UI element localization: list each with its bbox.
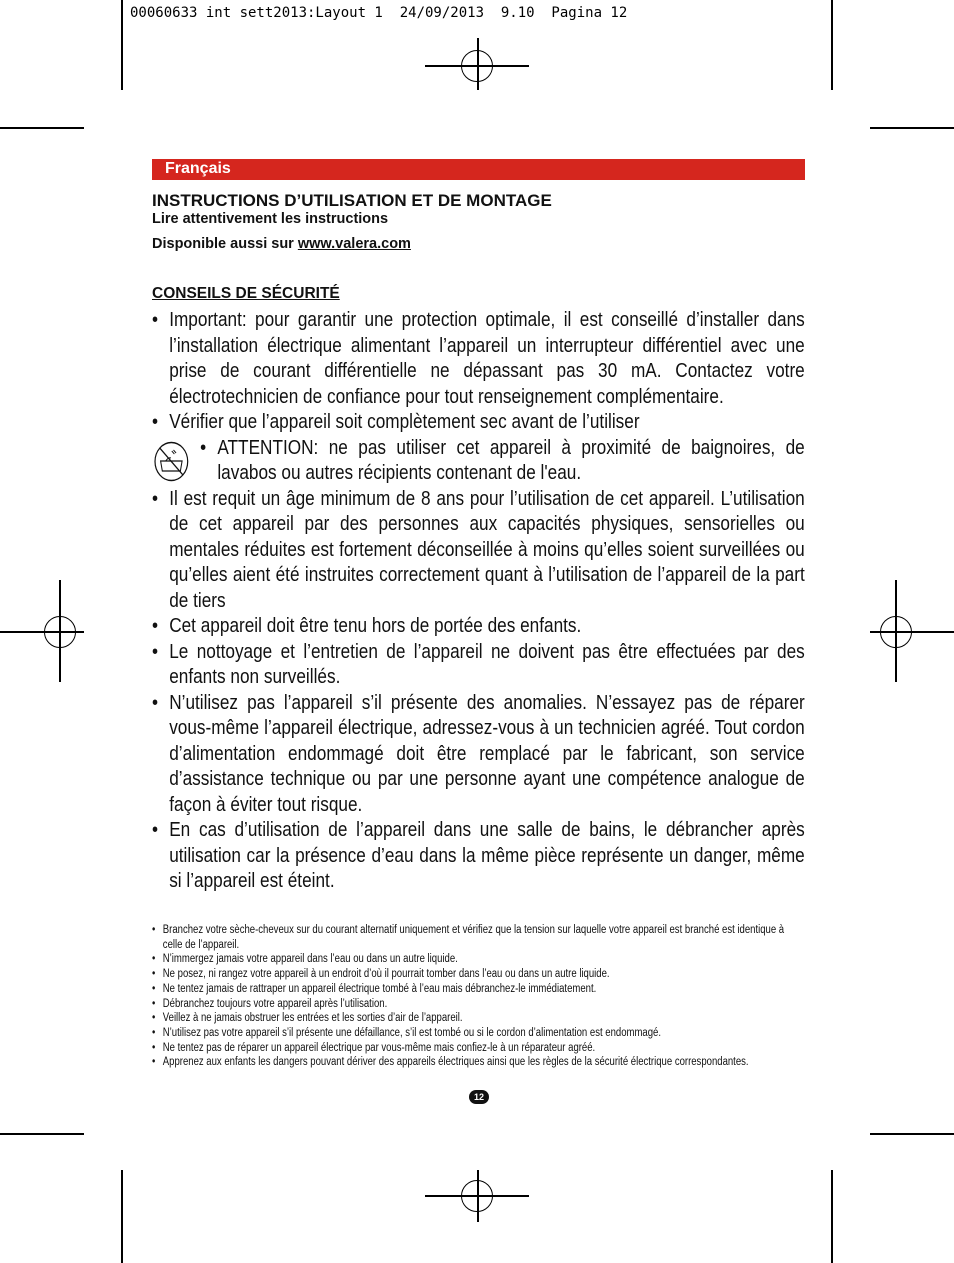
small-list-item: • Ne tentez jamais de rattraper un appareil électrique tombé à l’eau mais débranchez-le immédiatement.	[152, 982, 799, 997]
small-list-item: • Ne tentez pas de réparer un appareil électrique par vous-même mais confiez-le à un réparateur agréé.	[152, 1041, 799, 1056]
small-safety-list	[152, 923, 799, 1070]
crop-mark-top-right-vertical	[831, 0, 833, 90]
crop-mark-bottom-left-vertical	[121, 1170, 123, 1263]
website-link[interactable]: www.valera.com	[297, 236, 411, 252]
page-number: 12	[469, 1090, 489, 1104]
crop-mark-top-left-horizontal	[0, 127, 84, 129]
list-item: • Cet appareil doit être tenu hors de portée des enfants.	[152, 614, 805, 640]
small-list-item: • Veillez à ne jamais obstruer les entrées et les sorties d’air de l’appareil.	[152, 1011, 799, 1026]
language-label: Français	[165, 160, 231, 177]
list-item: • En cas d’utilisation de l’appareil dans une salle de bains, le débrancher après utilisation car la présence d’eau dans la même pièce représente un danger, même si l’appareil est éteint.	[152, 818, 805, 895]
list-item: • Le nottoyage et l’entretien de l’appareil ne doivent pas être effectuées par des enfants non surveillés.	[152, 640, 805, 691]
list-item: • N’utilisez pas l’appareil s’il présente des anomalies. N’essayez pas de réparer vous-même l’appareil électrique, adressez-vous à un technicien agréé. Tout cordon d’alimentation endommagé doit être remplacé par le fabricant, son service d’assistance technique ou par une personne ayant une compétence analogue de façon à éviter tout risque.	[152, 691, 805, 819]
small-list-item: • Branchez votre sèche-cheveux sur du courant alternatif uniquement et vérifiez que la tension sur laquelle votre appareil est branché est identique à celle de l’appareil.	[152, 923, 799, 952]
list-item: • Vérifier que l’appareil soit complètement sec avant de l’utiliser	[152, 410, 805, 436]
small-list-item: • Ne posez, ni rangez votre appareil à un endroit d’où il pourrait tomber dans l’eau ou dans un autre liquide.	[152, 967, 799, 982]
list-item: • Important: pour garantir une protection optimale, il est conseillé d’installer dans l’installation électrique alimentant l’appareil un interrupteur différentiel avec une prise de courant différentielle ne dépassant pas 30 mA. Contactez votre électrotechnicien de confiance pour tout renseignement complémentaire.	[152, 308, 805, 410]
print-slug: 00060633 int sett2013:Layout 1 24/09/2013 9.10 Pagina 12	[130, 5, 628, 21]
small-list-item: • N’immergez jamais votre appareil dans l’eau ou dans un autre liquide.	[152, 952, 799, 967]
small-list-item: • N’utilisez pas votre appareil s’il présente une défaillance, s’il est tombé ou si le cordon d’alimentation est endommagé.	[152, 1026, 799, 1041]
page-title: INSTRUCTIONS D’UTILISATION ET DE MONTAGE	[152, 191, 552, 210]
small-list-item: • Débranchez toujours votre appareil après l’utilisation.	[152, 997, 799, 1012]
availability-line	[152, 236, 411, 252]
language-bar	[152, 159, 805, 180]
crop-mark-top-left-vertical	[121, 0, 123, 90]
small-list-item: • Apprenez aux enfants les dangers pouvant dériver des appareils électriques ainsi que les règles de la sécurité électrique correspondantes.	[152, 1055, 799, 1070]
list-item: • Il est requit un âge minimum de 8 ans pour l’utilisation de cet appareil. L’utilisation de cet appareil par des personnes aux capacités physiques, sensorielles ou mentales réduites est fortement déconseillée à moins qu’elles soient surveillées ou qu’elles aient été instruites correctement quant à l’utilisation de l’appareil de la part de tiers	[152, 487, 805, 615]
crop-mark-top-right-horizontal	[870, 127, 954, 129]
safety-list	[152, 308, 805, 895]
availability-prefix: Disponible aussi sur	[152, 236, 298, 252]
crop-mark-bottom-right-vertical	[831, 1170, 833, 1263]
page-subtitle: Lire attentivement les instructions	[152, 211, 389, 227]
crop-mark-bottom-left-horizontal	[0, 1133, 84, 1135]
section-title: CONSEILS DE SÉCURITÉ	[152, 285, 340, 302]
no-water-bath-icon	[154, 441, 189, 482]
crop-mark-bottom-right-horizontal	[870, 1133, 954, 1135]
list-item-attention: • ATTENTION: ne pas utiliser cet appareil à proximité de baignoires, de lavabos ou autres récipients contenant de l'eau.	[152, 436, 805, 487]
